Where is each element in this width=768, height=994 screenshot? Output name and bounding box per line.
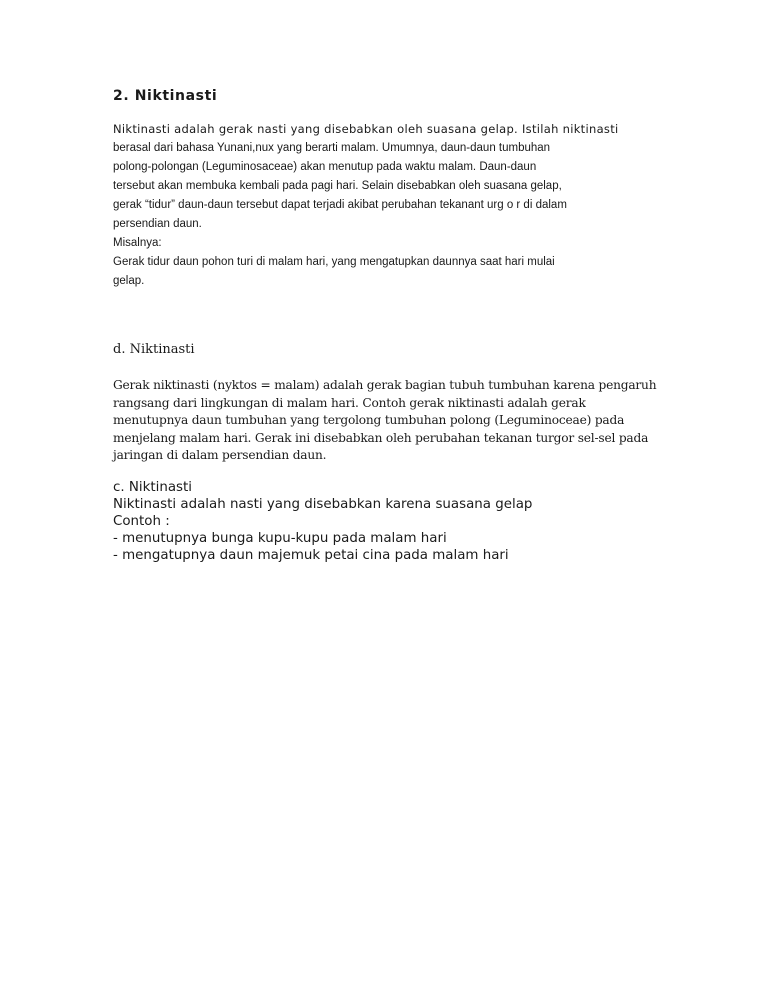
definition-line: Niktinasti adalah nasti yang disebabkan karena suasana gelap [113,497,533,512]
section-heading: 2. Niktinasti [113,88,218,104]
example-list-item: - mengatupnya daun majemuk petai cina pada malam hari [113,548,509,563]
example-label: Misalnya: [113,237,162,249]
example-line: gelap. [113,275,145,287]
example-line: Gerak tidur daun pohon turi di malam hari, yang mengatupkan daunnya saat hari mulai [113,256,555,268]
paragraph-line: Gerak niktinasti (nyktos = malam) adalah gerak bagian tubuh tumbuhan karena pengaruh [113,378,657,392]
example-label: Contoh : [113,514,170,529]
paragraph-line: berasal dari bahasa Yunani,nux yang berarti malam. Umumnya, daun-daun tumbuhan [113,142,551,154]
paragraph-line: polong-polongan (Leguminosaceae) akan menutup pada waktu malam. Daun-daun [113,161,537,173]
section-d-niktinasti [113,340,673,465]
section-heading: c. Niktinasti [113,480,192,495]
paragraph-line: menjelang malam hari. Gerak ini disebabkan oleh perubahan tekanan turgor sel-sel pada [113,430,649,445]
paragraph-line: gerak “tidur” daun-daun tersebut dapat terjadi akibat perubahan tekanant urg o r di dalam [113,199,567,211]
paragraph-line: persendian daun. [113,218,202,230]
section-2-niktinasti [113,86,653,291]
paragraph-line: rangsang dari lingkungan di malam hari. Contoh gerak niktinasti adalah gerak [113,395,586,410]
section-c-niktinasti [113,479,673,564]
paragraph-line: jaringan di dalam persendian daun. [113,448,327,462]
paragraph-line: Niktinasti adalah gerak nasti yang disebabkan oleh suasana gelap. Istilah niktinasti [113,122,619,136]
paragraph-line: tersebut akan membuka kembali pada pagi hari. Selain disebabkan oleh suasana gelap, [113,180,562,192]
paragraph-line: menutupnya daun tumbuhan yang tergolong tumbuhan polong (Leguminoceae) pada [113,413,625,427]
section-heading: d. Niktinasti [113,342,195,357]
example-list-item: - menutupnya bunga kupu-kupu pada malam hari [113,531,447,546]
